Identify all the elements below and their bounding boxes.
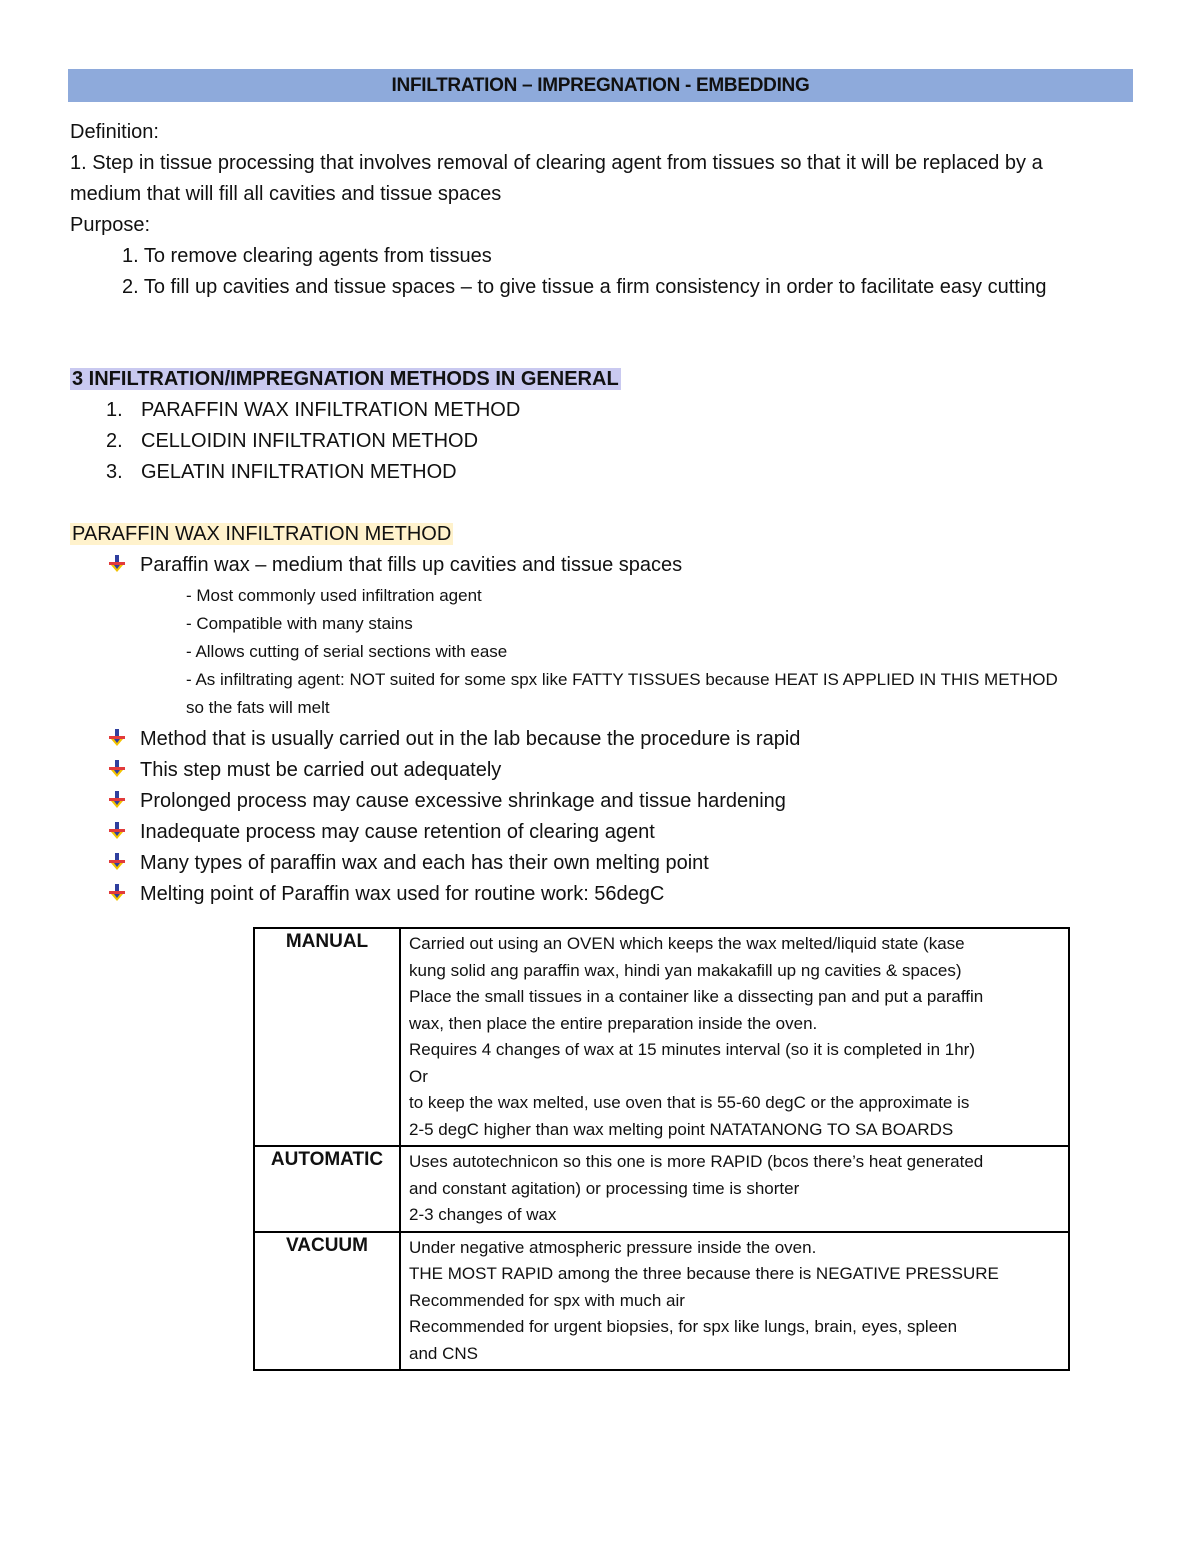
sub-point: - Most commonly used infiltration agent: [186, 586, 482, 605]
arrow-down-bullet-icon: [108, 555, 126, 573]
description-line: THE MOST RAPID among the three because there is NEGATIVE PRESSURE: [409, 1264, 999, 1283]
bullet-text: This step must be carried out adequately: [140, 759, 502, 781]
bullet-text: Many types of paraffin wax and each has their own melting point: [140, 852, 709, 874]
arrow-down-bullet-icon: [108, 791, 126, 809]
method-text: GELATIN INFILTRATION METHOD: [141, 461, 457, 483]
description-line: 2-3 changes of wax: [409, 1205, 557, 1224]
method-number: 1.: [106, 399, 123, 421]
methods-heading: 3 INFILTRATION/IMPREGNATION METHODS IN GENERAL: [72, 368, 619, 390]
method-name-cell: MANUAL: [254, 928, 400, 1146]
bullet-item: [108, 786, 786, 817]
paraffin-heading: PARAFFIN WAX INFILTRATION METHOD: [72, 523, 452, 545]
sub-point: - Compatible with many stains: [186, 614, 413, 633]
method-number: 2.: [106, 430, 123, 452]
bullet-item: [108, 755, 501, 786]
bullet-item: [108, 724, 800, 755]
bullet-item: [108, 817, 655, 848]
method-text: CELLOIDIN INFILTRATION METHOD: [141, 430, 479, 452]
arrow-down-bullet-icon: [108, 760, 126, 778]
method-list-item: [106, 426, 478, 457]
method-list-item: [106, 395, 520, 426]
description-line: Carried out using an OVEN which keeps the wax melted/liquid state (kase: [409, 934, 965, 953]
method-text: PARAFFIN WAX INFILTRATION METHOD: [141, 399, 521, 421]
arrow-down-bullet-icon: [108, 822, 126, 840]
method-description-cell: [400, 1146, 1069, 1232]
bullet-item: [108, 550, 682, 581]
definition-text-line1: 1. Step in tissue processing that involves removal of clearing agent from tissues so that it will be replaced by a: [70, 152, 1043, 174]
bullet-text: Melting point of Paraffin wax used for routine work: 56degC: [140, 883, 665, 905]
description-line: and CNS: [409, 1343, 478, 1363]
description-line: Uses autotechnicon so this one is more RAPID (bcos there’s heat generated: [409, 1152, 984, 1171]
description-line: kung solid ang paraffin wax, hindi yan makakafill up ng cavities & spaces): [409, 960, 962, 980]
method-name-cell: VACUUM: [254, 1232, 400, 1371]
sub-point-continuation: so the fats will melt: [186, 698, 330, 717]
definition-text-line2: medium that will fill all cavities and tissue spaces: [70, 183, 502, 205]
bullet-item: [108, 848, 709, 879]
definition-label: Definition:: [70, 121, 159, 143]
description-line: wax, then place the entire preparation inside the oven.: [409, 1013, 818, 1033]
description-line: and constant agitation) or processing time is shorter: [409, 1178, 800, 1198]
table-row: [254, 1146, 1069, 1232]
description-line: to keep the wax melted, use oven that is 55-60 degC or the approximate is: [409, 1093, 970, 1112]
bullet-text: Method that is usually carried out in the lab because the procedure is rapid: [140, 728, 801, 750]
description-line: Place the small tissues in a container like a dissecting pan and put a paraffin: [409, 987, 984, 1006]
sub-point: - Allows cutting of serial sections with ease: [186, 642, 508, 661]
table-row: [254, 1232, 1069, 1371]
description-line: Under negative atmospheric pressure inside the oven.: [409, 1237, 817, 1257]
method-description-cell: [400, 1232, 1069, 1371]
bullet-text: Inadequate process may cause retention of clearing agent: [140, 821, 655, 843]
sub-point: - As infiltrating agent: NOT suited for some spx like FATTY TISSUES because HEAT IS APPLIED IN THIS METHOD: [186, 670, 1058, 689]
description-line: 2-5 degC higher than wax melting point NATATANONG TO SA BOARDS: [409, 1119, 954, 1139]
arrow-down-bullet-icon: [108, 884, 126, 902]
description-line: Requires 4 changes of wax at 15 minutes interval (so it is completed in 1hr): [409, 1040, 975, 1059]
bullet-text: Paraffin wax – medium that fills up cavities and tissue spaces: [140, 554, 683, 576]
purpose-item: 1. To remove clearing agents from tissues: [122, 245, 492, 267]
purpose-item: 2. To fill up cavities and tissue spaces – to give tissue a firm consistency in order to facilitate easy cutting: [122, 276, 1047, 298]
table-row: [254, 928, 1069, 1146]
paraffin-heading-wrap: [70, 519, 453, 550]
description-line: Recommended for spx with much air: [409, 1290, 685, 1310]
description-line: Or: [409, 1066, 428, 1086]
arrow-down-bullet-icon: [108, 729, 126, 747]
arrow-down-bullet-icon: [108, 853, 126, 871]
document-title: INFILTRATION – IMPREGNATION - EMBEDDING: [68, 69, 1133, 102]
bullet-item: [108, 879, 664, 910]
method-description-cell: [400, 928, 1069, 1146]
method-name-cell: AUTOMATIC: [254, 1146, 400, 1232]
methods-heading-wrap: [70, 364, 621, 395]
method-number: 3.: [106, 461, 123, 483]
purpose-label: Purpose:: [70, 214, 151, 236]
infiltration-methods-table: [253, 927, 1070, 1371]
description-line: Recommended for urgent biopsies, for spx like lungs, brain, eyes, spleen: [409, 1317, 958, 1336]
method-list-item: [106, 457, 457, 488]
bullet-text: Prolonged process may cause excessive shrinkage and tissue hardening: [140, 790, 786, 812]
